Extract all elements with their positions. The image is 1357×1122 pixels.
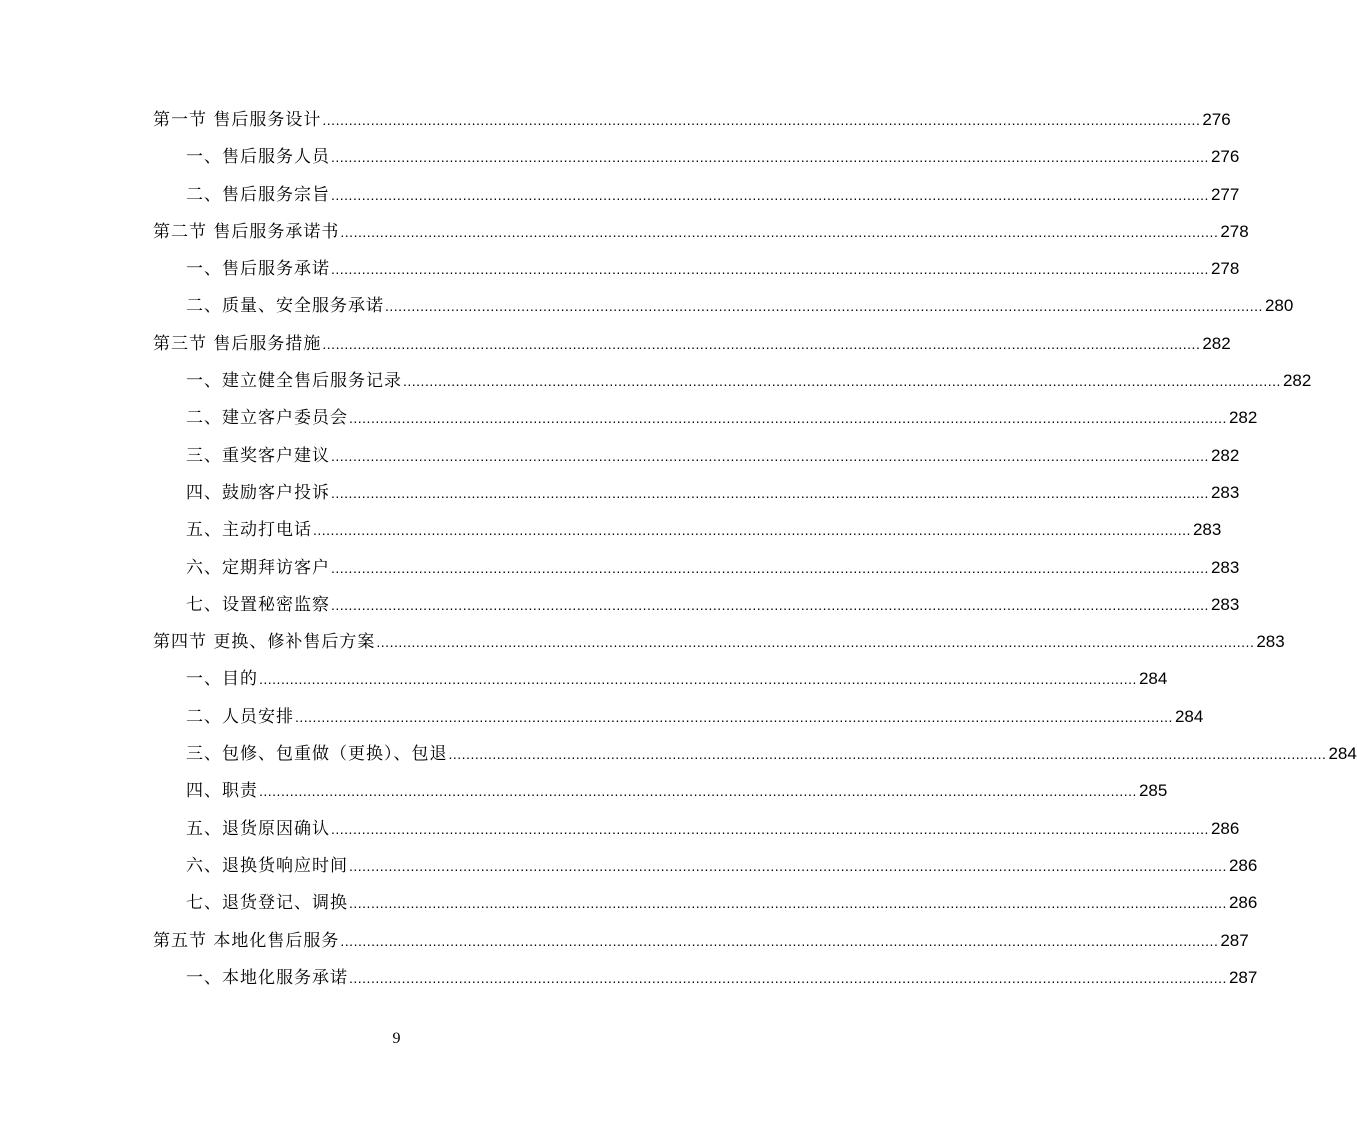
toc-entry-page-number: 284 <box>1328 744 1357 764</box>
toc-entry-label: 第五节 本地化售后服务 <box>153 930 340 951</box>
toc-dot-leader: ........................................................................................................................................................................................................ <box>349 895 1227 912</box>
toc-subsection-entry[interactable] <box>153 810 1240 847</box>
toc-dot-leader: ........................................................................................................................................................................................................ <box>340 932 1219 949</box>
toc-entry-page-number: 286 <box>1210 818 1240 838</box>
toc-section-entry[interactable] <box>153 325 1231 362</box>
toc-dot-leader: ........................................................................................................................................................................................................ <box>349 857 1227 874</box>
toc-entry-label: 三、包修、包重做（更换）、包退 <box>186 744 448 765</box>
toc-dot-leader: ........................................................................................................................................................................................................ <box>349 969 1227 986</box>
toc-dot-leader: ........................................................................................................................................................................................................ <box>313 522 1191 539</box>
toc-entry-label: 第二节 售后服务承诺书 <box>153 221 340 242</box>
toc-entry-label: 第三节 售后服务措施 <box>153 333 322 354</box>
toc-entry-page-number: 287 <box>1220 930 1249 950</box>
toc-subsection-entry[interactable] <box>153 586 1240 623</box>
toc-dot-leader: ........................................................................................................................................................................................................ <box>322 335 1201 352</box>
toc-subsection-entry[interactable] <box>153 959 1258 996</box>
toc-dot-leader: ........................................................................................................................................................................................................ <box>331 447 1209 464</box>
toc-entry-page-number: 277 <box>1210 184 1240 204</box>
toc-dot-leader: ........................................................................................................................................................................................................ <box>331 149 1209 166</box>
toc-dot-leader: ........................................................................................................................................................................................................ <box>322 112 1201 128</box>
toc-subsection-entry[interactable] <box>153 362 1312 399</box>
toc-section-entry[interactable] <box>153 213 1249 250</box>
toc-dot-leader: ........................................................................................................................................................................................................ <box>349 410 1227 427</box>
toc-entry-label: 五、主动打电话 <box>186 520 312 541</box>
toc-entry-label: 一、售后服务人员 <box>186 147 330 168</box>
toc-subsection-entry[interactable] <box>153 847 1258 884</box>
toc-subsection-entry[interactable] <box>153 511 1222 548</box>
table-of-contents <box>153 101 1357 996</box>
toc-subsection-entry[interactable] <box>153 549 1240 586</box>
toc-entry-page-number: 282 <box>1282 371 1312 391</box>
toc-subsection-entry[interactable] <box>153 660 1168 697</box>
toc-entry-label: 一、本地化服务承诺 <box>186 967 348 988</box>
toc-entry-page-number: 283 <box>1210 594 1240 614</box>
toc-subsection-entry[interactable] <box>153 698 1204 735</box>
toc-dot-leader: ........................................................................................................................................................................................................ <box>331 820 1209 837</box>
toc-entry-page-number: 286 <box>1228 893 1258 913</box>
toc-dot-leader: ........................................................................................................................................................................................................ <box>331 596 1209 613</box>
toc-entry-label: 二、质量、安全服务承诺 <box>186 296 384 317</box>
toc-entry-page-number: 276 <box>1210 147 1240 167</box>
toc-entry-page-number: 287 <box>1228 967 1258 987</box>
toc-entry-page-number: 284 <box>1174 706 1204 726</box>
toc-entry-label: 六、定期拜访客户 <box>186 557 330 578</box>
toc-subsection-entry[interactable] <box>153 437 1240 474</box>
toc-subsection-entry[interactable] <box>153 250 1240 287</box>
toc-dot-leader: ........................................................................................................................................................................................................ <box>331 186 1209 203</box>
toc-entry-label: 二、建立客户委员会 <box>186 408 348 429</box>
toc-subsection-entry[interactable] <box>153 138 1240 175</box>
toc-entry-page-number: 278 <box>1220 221 1249 241</box>
toc-entry-page-number: 282 <box>1228 408 1258 428</box>
toc-subsection-entry[interactable] <box>153 772 1168 809</box>
toc-dot-leader: ........................................................................................................................................................................................................ <box>403 373 1281 390</box>
toc-subsection-entry[interactable] <box>153 399 1258 436</box>
toc-entry-page-number: 285 <box>1138 781 1168 801</box>
toc-entry-label: 六、退换货响应时间 <box>186 855 348 876</box>
toc-entry-page-number: 283 <box>1256 632 1285 652</box>
toc-entry-label: 第四节 更换、修补售后方案 <box>153 632 376 653</box>
toc-entry-page-number: 286 <box>1228 855 1258 875</box>
toc-subsection-entry[interactable] <box>153 287 1294 324</box>
toc-entry-label: 五、退货原因确认 <box>186 818 330 839</box>
toc-subsection-entry[interactable] <box>153 474 1240 511</box>
toc-entry-label: 四、鼓励客户投诉 <box>186 482 330 503</box>
toc-dot-leader: ........................................................................................................................................................................................................ <box>331 559 1209 576</box>
toc-entry-label: 一、建立健全售后服务记录 <box>186 371 402 392</box>
toc-dot-leader: ........................................................................................................................................................................................................ <box>448 746 1327 763</box>
toc-entry-page-number: 282 <box>1202 333 1231 353</box>
toc-entry-page-number: 278 <box>1210 259 1240 279</box>
toc-section-entry[interactable] <box>153 623 1285 660</box>
toc-entry-label: 一、目的 <box>186 669 258 690</box>
toc-dot-leader: ........................................................................................................................................................................................................ <box>259 671 1137 688</box>
toc-entry-page-number: 276 <box>1202 110 1231 129</box>
toc-dot-leader: ........................................................................................................................................................................................................ <box>331 261 1209 278</box>
toc-entry-label: 二、售后服务宗旨 <box>186 184 330 205</box>
toc-dot-leader: ........................................................................................................................................................................................................ <box>376 634 1255 651</box>
toc-subsection-entry[interactable] <box>153 176 1240 213</box>
toc-dot-leader: ........................................................................................................................................................................................................ <box>340 223 1219 240</box>
toc-dot-leader: ........................................................................................................................................................................................................ <box>331 484 1209 501</box>
toc-entry-label: 七、退货登记、调换 <box>186 893 348 914</box>
toc-entry-page-number: 283 <box>1192 520 1222 540</box>
toc-entry-label: 一、售后服务承诺 <box>186 259 330 280</box>
toc-entry-label: 四、职责 <box>186 781 258 802</box>
toc-dot-leader: ........................................................................................................................................................................................................ <box>385 298 1263 315</box>
toc-section-entry[interactable] <box>153 101 1231 138</box>
page-number: 9 <box>392 1030 401 1047</box>
toc-dot-leader: ........................................................................................................................................................................................................ <box>259 783 1137 800</box>
toc-entry-page-number: 283 <box>1210 482 1240 502</box>
toc-section-entry[interactable] <box>153 922 1249 959</box>
toc-entry-label: 第一节 售后服务设计 <box>153 110 322 130</box>
toc-entry-page-number: 280 <box>1264 296 1294 316</box>
toc-entry-page-number: 284 <box>1138 669 1168 689</box>
toc-subsection-entry[interactable] <box>153 884 1258 921</box>
toc-entry-label: 三、重奖客户建议 <box>186 445 330 466</box>
toc-entry-label: 二、人员安排 <box>186 706 294 727</box>
toc-subsection-entry[interactable] <box>153 735 1357 772</box>
toc-dot-leader: ........................................................................................................................................................................................................ <box>295 708 1173 725</box>
toc-entry-page-number: 283 <box>1210 557 1240 577</box>
toc-entry-label: 七、设置秘密监察 <box>186 594 330 615</box>
toc-entry-page-number: 282 <box>1210 445 1240 465</box>
